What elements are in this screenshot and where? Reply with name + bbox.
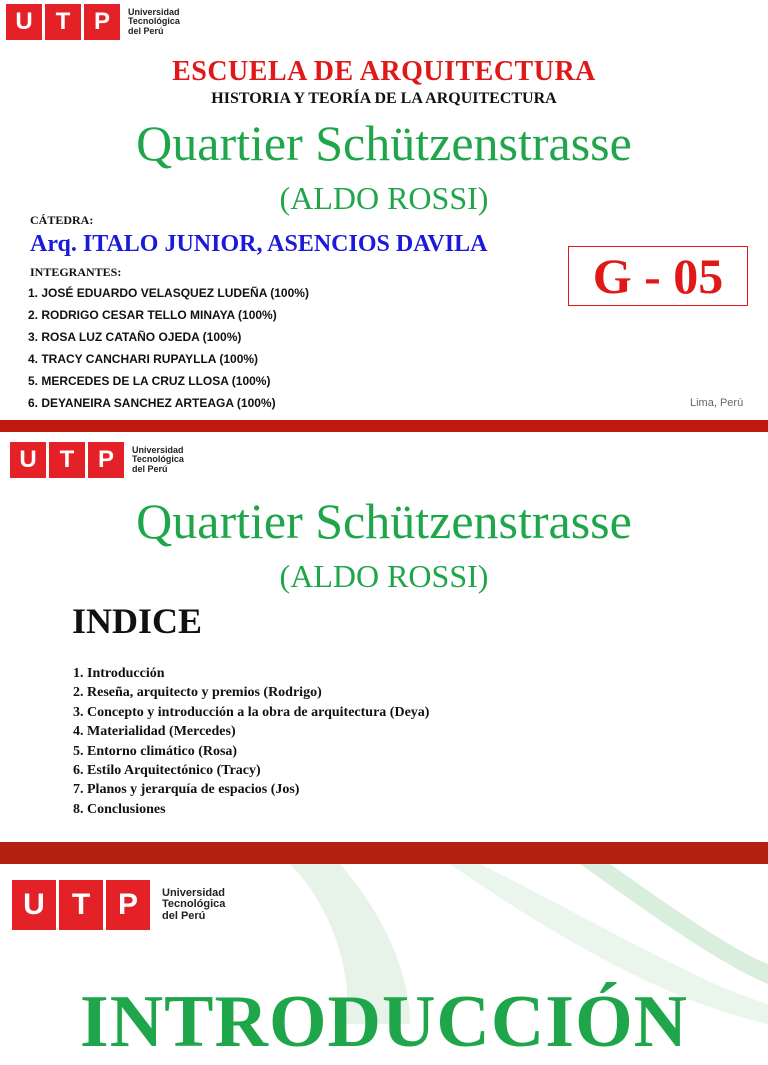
logo-letter-u: U — [6, 4, 42, 40]
index-item: 4. Materialidad (Mercedes) — [73, 724, 236, 740]
index-item: 3. Concepto y introducción a la obra de arquitectura (Deya) — [73, 704, 430, 720]
member-item: 6. DEYANEIRA SANCHEZ ARTEAGA (100%) — [28, 396, 276, 410]
introduction-title: INTRODUCCIÓN — [79, 981, 689, 1063]
logo-letter-t: T — [59, 880, 103, 930]
slide-divider — [0, 420, 768, 432]
location-label: Lima, Perú — [690, 397, 744, 409]
group-badge: G - 05 — [568, 246, 748, 306]
logo-letter-t: T — [49, 442, 85, 478]
catedra-label: CÁTEDRA: — [30, 213, 94, 227]
project-title: Quartier Schützenstrasse — [136, 115, 632, 171]
members-list — [28, 282, 309, 414]
course-name: HISTORIA Y TEORÍA DE LA ARQUITECTURA — [211, 90, 557, 107]
index-item: 8. Conclusiones — [73, 801, 166, 817]
index-list — [73, 664, 429, 819]
member-item: 4. TRACY CANCHARI RUPAYLLA (100%) — [28, 352, 259, 366]
logo-letter-u: U — [12, 880, 56, 930]
logo-letter-p: P — [88, 442, 124, 478]
utp-logo — [6, 4, 180, 40]
integrantes-label: INTEGRANTES: — [30, 265, 122, 279]
professor-name: Arq. ITALO JUNIOR, ASENCIOS DAVILA — [30, 231, 488, 257]
utp-logo — [10, 442, 184, 478]
logo-university-name: Universidad Tecnológica del Perú — [132, 444, 184, 474]
logo-letter-p: P — [106, 880, 150, 930]
architect-subtitle: (ALDO ROSSI) — [279, 558, 489, 594]
architect-subtitle: (ALDO ROSSI) — [279, 180, 489, 216]
member-item: 3. ROSA LUZ CATAÑO OJEDA (100%) — [28, 330, 242, 344]
logo-letter-p: P — [84, 4, 120, 40]
school-name: ESCUELA DE ARQUITECTURA — [172, 56, 596, 87]
member-item: 2. RODRIGO CESAR TELLO MINAYA (100%) — [28, 308, 277, 322]
member-item: 5. MERCEDES DE LA CRUZ LLOSA (100%) — [28, 374, 271, 388]
logo-university-name: Universidad Tecnológica del Perú — [162, 886, 226, 922]
index-item: 7. Planos y jerarquía de espacios (Jos) — [73, 782, 300, 798]
index-heading: INDICE — [72, 601, 203, 641]
slide-divider — [0, 842, 768, 864]
index-item: 6. Estilo Arquitectónico (Tracy) — [73, 762, 261, 778]
logo-letter-t: T — [45, 4, 81, 40]
index-item: 5. Entorno climático (Rosa) — [73, 743, 238, 759]
logo-letter-u: U — [10, 442, 46, 478]
logo-university-name: Universidad Tecnológica del Perú — [128, 6, 180, 36]
index-item: 1. Introducción — [73, 666, 165, 681]
index-item: 2. Reseña, arquitecto y premios (Rodrigo) — [73, 685, 322, 701]
project-title: Quartier Schützenstrasse — [136, 493, 632, 549]
utp-logo — [12, 880, 225, 930]
member-item: 1. JOSÉ EDUARDO VELASQUEZ LUDEÑA (100%) — [28, 286, 309, 300]
